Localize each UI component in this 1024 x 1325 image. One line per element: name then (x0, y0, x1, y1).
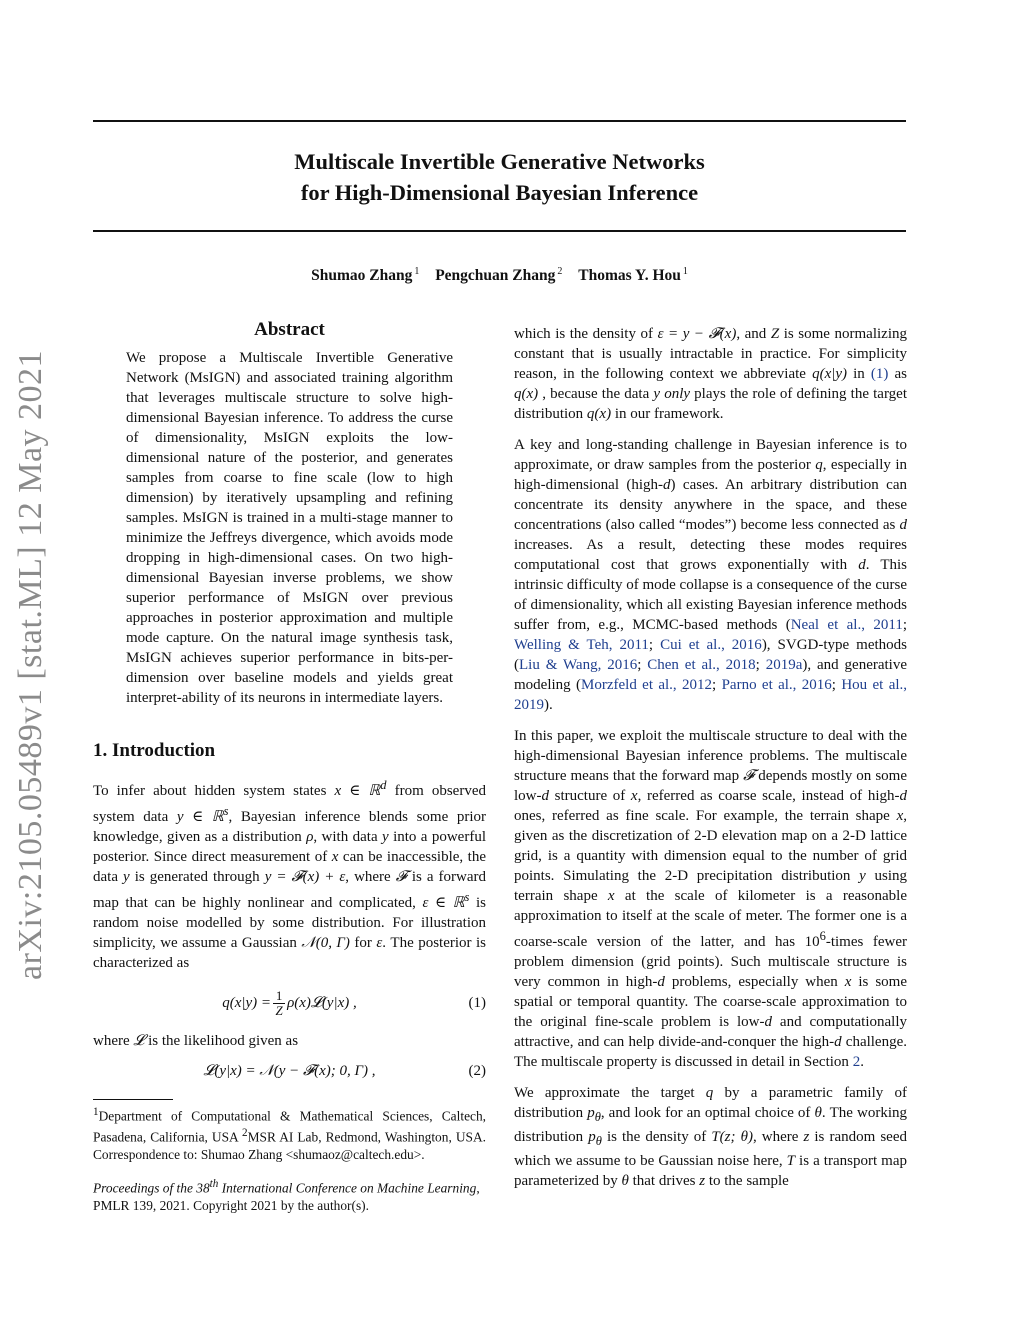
citation-link[interactable]: Welling & Teh, 2011 (514, 637, 649, 653)
citation-link[interactable]: Morzfeld et al., 2012 (581, 677, 713, 693)
arxiv-identifier: arXiv:2105.05489v1 [stat.ML] 12 May 2021 (12, 349, 49, 980)
equation-1: q(x|y) = $\frac{1}{Z}$ ρ(x)𝓛(y|x) , (1) (222, 987, 486, 1018)
right-paragraph-1: which is the density of ε = y − 𝓕(x), and Z is some normalizing constant that is usually intractable in practice. For simplicity reason, in the following context we abbreviate q(x|y) in (1) as q(x) , because the data y only plays the role of defining the target distribution q(x) in our framework. (514, 326, 908, 422)
author: Shumao Zhang $^1$ (311, 266, 420, 285)
equation-2: 𝓛(y|x) = 𝒩(y − 𝓕(x); 0, Γ) , (2) (203, 1063, 486, 1079)
equation-reference-link[interactable]: (1) (870, 366, 889, 382)
left-column (93, 320, 486, 1215)
author-list (93, 266, 906, 285)
paper-title (93, 146, 906, 208)
author: Pengchuan Zhang $^2$ (435, 266, 563, 285)
equation-number: (2) (468, 1063, 486, 1079)
footnote-rule (93, 1099, 173, 1100)
section-heading-introduction: 1. Introduction (93, 740, 216, 761)
right-column (514, 324, 907, 1202)
citation-link[interactable]: Cui et al., 2016 (660, 637, 762, 653)
right-paragraph-3: In this paper, we exploit the multiscale structure to deal with the high-dimensional Bayesian inference problems. The multiscale structure means that the forward map 𝓕 depends mostly on some low-d structure of x, referred as coarse scale, instead of high-d ones, referred as fine scale. For example, the terrain shape x, given as the discretization of 2-D elevation map on a 2-D lattice grid, is a quantity with dimension equal to the number of grid points. Simulating the 2-D precipitation distribution y using terrain shape x at the scale of kilometer is a reasonable approximation to itself at the scale of meter. The former one is a coarse-scale version of the latter, and has $10^6$-times fewer problem dimension (grid points). Such multiscale structure is very common in high-d problems, especially when x is some spatial or temporal quantity. The coarse-scale approximation to the original fine-scale problem is low-d and computationally attractive, and can help divide-and-conquer the high-d challenge. The multiscale property is discussed in detail in Section 2. (514, 728, 908, 1070)
intro-paragraph-1: To infer about hidden system states x ∈ ℝ$^d$ from observed system data y ∈ ℝ$^s$, Bayesian inference blends some prior knowledge, given as a distribution ρ, with data y into a powerful posterior. Since direct measurement of x can be inaccessible, the data y is generated through y = 𝓕(x) + ε, where 𝓕 is a forward map that can be highly nonlinear and complicated, ε ∈ ℝ$^s$ is random noise modelled by some distribution. For illustration simplicity, we assume a Gaussian 𝒩(0, Γ) for ε. The posterior is characterized as (93, 778, 487, 971)
citation-link[interactable]: Liu & Wang, 2016 (519, 657, 638, 673)
citation-link[interactable]: Neal et al., 2011 (790, 617, 903, 633)
citation-link[interactable]: 2019a (765, 657, 803, 673)
citation-link[interactable]: Hou et al., 2019 (514, 677, 908, 713)
fraction: $\frac{1}{Z}$ (273, 989, 285, 1018)
section-reference-link[interactable]: 2 (852, 1054, 861, 1070)
author: Thomas Y. Hou $^1$ (578, 266, 688, 285)
equation-number: (1) (468, 995, 486, 1011)
right-paragraph-4: We approximate the target q by a parametric family of distribution $p_\theta$, and look for an optimal choice of θ. The working distribution $p_\theta$ is the density of T(z; θ), where z is random seed which we assume to be Gaussian noise here, T is a transport map parameterized by θ that drives z to the sample (514, 1085, 908, 1189)
abstract-heading: Abstract (254, 319, 325, 340)
abstract-text: We propose a Multiscale Invertible Generative Network (MsIGN) and associated training algorithm that leverages multiscale structure to solve high-dimensional Bayesian inference. To address the curse of dimensionality, MsIGN exploits the low-dimensional nature of the posterior, and generates samples from coarse to fine scale (low to high dimension) by iteratively upsampling and refining samples. MsIGN is trained in a multi-stage manner to minimize the Jeffreys divergence, which avoids mode dropping in high-dimensional cases. On two high-dimensional Bayesian inverse problems, we show superior performance of MsIGN over previous approaches in posterior approximation and multiple mode capture. On the natural image synthesis task, MsIGN achieves superior performance in bits-per-dimension over baseline models and yields great interpret-ability of its neurons in intermediate layers. (126, 350, 453, 706)
likelihood-sentence: where 𝓛 is the likelihood given as (93, 1033, 299, 1049)
citation-link[interactable]: Parno et al., 2016 (721, 677, 832, 693)
title-line-1: Multiscale Invertible Generative Networks (294, 149, 705, 174)
title-line-2: for High-Dimensional Bayesian Inference (300, 180, 699, 205)
affiliation-footnote: $^1$Department of Computational & Mathematical Sciences, Caltech, Pasadena, California, USA $^2$MSR AI Lab, Redmond, Washington, USA. Correspondence to: Shumao Zhang <shumaoz@caltech.edu>. (93, 1106, 486, 1162)
proceedings-note: Proceedings of the 38th International Conference on Machine Learning, PMLR 139, 2021. Copyright 2021 by the author(s). (93, 1178, 480, 1214)
top-rule (93, 120, 906, 122)
citation-link[interactable]: Chen et al., 2018 (647, 657, 756, 673)
right-paragraph-2: A key and long-standing challenge in Bayesian inference is to approximate, or draw samples from the posterior q, especially in high-dimensional (high-d) cases. An arbitrary distribution can concentrate its density anywhere in the space, and these concentrations (also called “modes”) become less connected as d increases. As a result, detecting these modes requires computational cost that grows exponentially with d. This intrinsic difficulty of mode collapse is a consequence of the curse of dimensionality, which all existing Bayesian inference methods suffer from, e.g., MCMC-based methods (Neal et al., 2011; Welling & Teh, 2011; Cui et al., 2016), SVGD-type methods (Liu & Wang, 2016; Chen et al., 2018; 2019a), and generative modeling (Morzfeld et al., 2012; Parno et al., 2016; Hou et al., 2019). (514, 437, 908, 713)
title-bottom-rule (93, 230, 906, 232)
